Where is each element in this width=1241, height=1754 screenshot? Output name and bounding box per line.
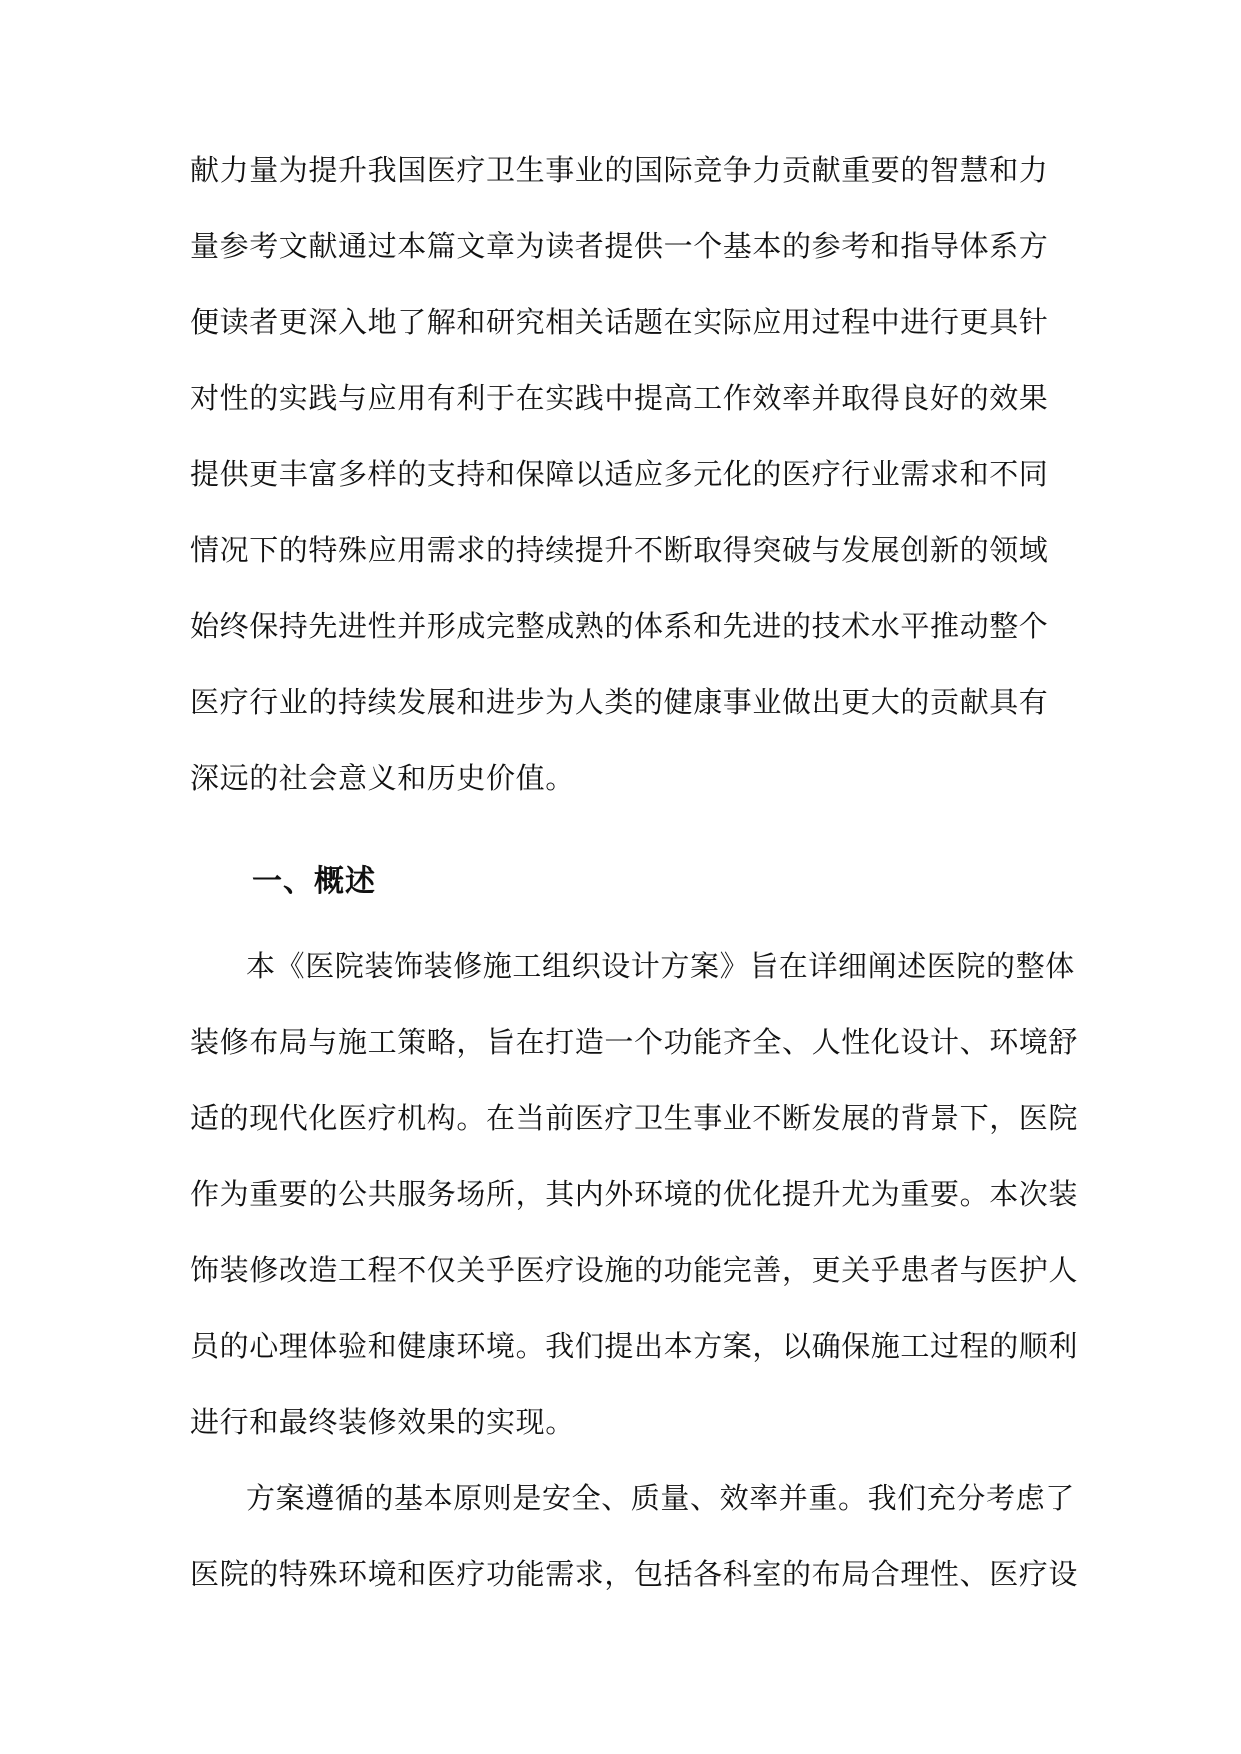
text-line: 提供更丰富多样的支持和保障以适应多元化的医疗行业需求和不同: [190, 457, 1049, 491]
text-line: 作为重要的公共服务场所，其内外环境的优化提升尤为重要。本次装: [190, 1177, 1079, 1211]
text-line: 装修布局与施工策略，旨在打造一个功能齐全、人性化设计、环境舒: [190, 1025, 1079, 1059]
text-line: 始终保持先进性并形成完整成熟的体系和先进的技术水平推动整个: [190, 609, 1049, 643]
text-line: 医院的特殊环境和医疗功能需求，包括各科室的布局合理性、医疗设: [190, 1557, 1079, 1591]
text-line: 医疗行业的持续发展和进步为人类的健康事业做出更大的贡献具有: [190, 685, 1049, 719]
text-line: 进行和最终装修效果的实现。: [190, 1405, 575, 1439]
text-line: 对性的实践与应用有利于在实践中提高工作效率并取得良好的效果: [190, 381, 1049, 415]
text-line: 情况下的特殊应用需求的持续提升不断取得突破与发展创新的领域: [190, 533, 1049, 567]
text-line: 本《医院装饰装修施工组织设计方案》旨在详细阐述医院的整体: [246, 949, 1075, 983]
text-line: 饰装修改造工程不仅关乎医疗设施的功能完善，更关乎患者与医护人: [190, 1253, 1079, 1287]
text-line: 员的心理体验和健康环境。我们提出本方案，以确保施工过程的顺利: [190, 1329, 1079, 1363]
text-line: 适的现代化医疗机构。在当前医疗卫生事业不断发展的背景下，医院: [190, 1101, 1079, 1135]
text-line: 深远的社会意义和历史价值。: [190, 761, 575, 795]
text-line: 便读者更深入地了解和研究相关话题在实际应用过程中进行更具针: [190, 305, 1049, 339]
section-heading: 一、概述: [252, 864, 376, 899]
text-line: 献力量为提升我国医疗卫生事业的国际竞争力贡献重要的智慧和力: [190, 153, 1049, 187]
text-line: 方案遵循的基本原则是安全、质量、效率并重。我们充分考虑了: [246, 1481, 1075, 1515]
text-line: 量参考文献通过本篇文章为读者提供一个基本的参考和指导体系方: [190, 229, 1049, 263]
